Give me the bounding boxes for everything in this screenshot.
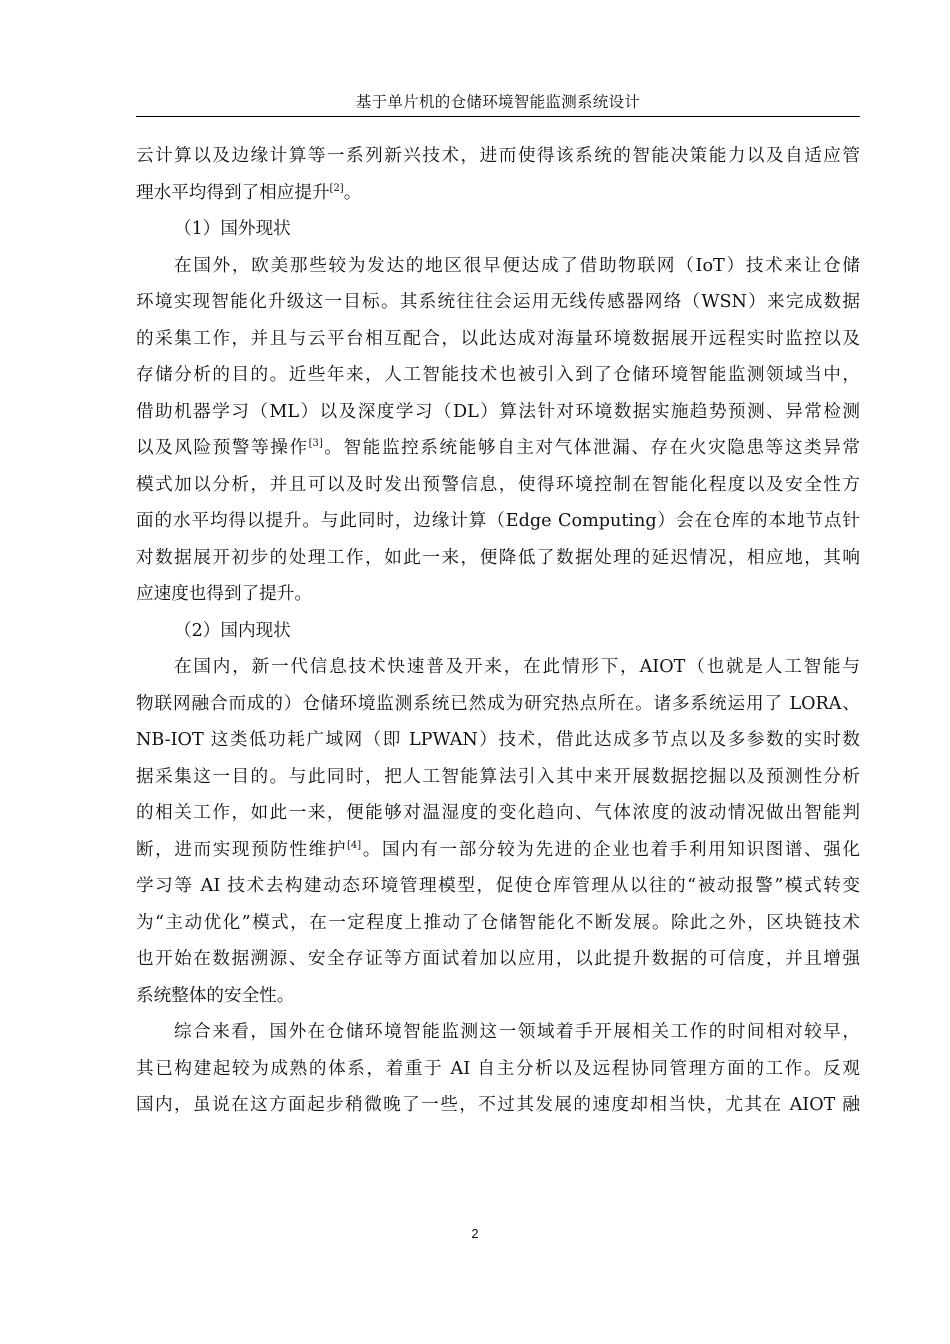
text-line: 对数据展开初步的处理工作，如此一来，便降低了数据处理的延迟情况，相应地，其响: [136, 547, 860, 568]
citation-marker: [2]: [329, 182, 344, 194]
text-line: 其已构建起较为成熟的体系，着重于 AI 自主分析以及远程协同管理方面的工作。反观: [136, 1058, 860, 1079]
text-line: 学习等 AI 技术去构建动态环境管理模型，促使仓库管理从以往的“被动报警”模式转变: [136, 876, 860, 896]
citation-marker: [4]: [347, 839, 362, 851]
text-line: 模式加以分析，并且可以及时发出预警信息，使得环境控制在智能化程度以及安全性方: [136, 474, 860, 495]
text-line: 借助机器学习（ML）以及深度学习（DL）算法针对环境数据实施趋势预测、异常检测: [136, 401, 860, 422]
text-line: 综合来看，国外在仓储环境智能监测这一领域着手开展相关工作的时间相对较早，: [174, 1022, 860, 1042]
section-heading-domestic: （2）国内现状: [174, 620, 291, 641]
text-line: 面的水平均得以提升。与此同时，边缘计算（Edge Computing）会在仓库的本地节点针: [136, 511, 860, 531]
text-line: 理水平均得到了相应提升[2]。: [136, 182, 362, 203]
page-number: 2: [471, 1226, 479, 1241]
text-line: 断，进而实现预防性维护[4]。国内有一部分较为先进的企业也着手利用知识图谱、强化: [136, 839, 860, 860]
text-line: 的采集工作，并且与云平台相互配合，以此达成对海量环境数据展开远程实时监控以及: [136, 328, 860, 349]
text-line: 以及风险预警等操作[3]。智能监控系统能够自主对气体泄漏、存在火灾隐患等这类异常: [136, 438, 860, 458]
text-line: 环境实现智能化升级这一目标。其系统往往会运用无线传感器网络（WSN）来完成数据: [136, 292, 860, 312]
text-line: NB-IOT 这类低功耗广域网（即 LPWAN）技术，借此达成多节点以及多参数的实时数: [136, 730, 860, 750]
citation-marker: [3]: [308, 438, 323, 449]
text-line: 据采集这一目的。与此同时，把人工智能算法引入其中来开展数据挖掘以及预测性分析: [136, 766, 860, 787]
text-line: 应速度也得到了提升。: [136, 584, 312, 604]
text-line: 物联网融合而成的）仓储环境监测系统已然成为研究热点所在。诸多系统运用了 LORA、: [136, 693, 860, 714]
text-line: 国内，虽说在这方面起步稍微晚了一些，不过其发展的速度却相当快，尤其在 AIOT 融: [136, 1095, 860, 1115]
text-line: 存储分析的目的。近些年来，人工智能技术也被引入到了仓储环境智能监测领域当中，: [136, 365, 860, 385]
running-header: 基于单片机的仓储环境智能监测系统设计: [355, 93, 641, 111]
text-line: 在国外，欧美那些较为发达的地区很早便达成了借助物联网（IoT）技术来让仓储: [174, 255, 860, 276]
text-line: 云计算以及边缘计算等一系列新兴技术，进而使得该系统的智能决策能力以及自适应管: [136, 146, 860, 166]
text-line: 在国内，新一代信息技术快速普及开来，在此情形下，AIOT（也就是人工智能与: [174, 657, 860, 677]
body-text: [136, 138, 860, 1124]
text-line: 系统整体的安全性。: [136, 985, 295, 1006]
section-heading-foreign: （1）国外现状: [174, 219, 291, 239]
text-line: 也开始在数据溯源、安全存证等方面试着加以应用，以此提升数据的可信度，并且增强: [136, 949, 860, 969]
text-line: 为“主动优化”模式，在一定程度上推动了仓储智能化不断发展。除此之外，区块链技术: [136, 912, 860, 933]
text-line: 的相关工作，如此一来，便能够对温湿度的变化趋向、气体浓度的波动情况做出智能判: [136, 803, 860, 823]
header-rule: [136, 116, 860, 117]
